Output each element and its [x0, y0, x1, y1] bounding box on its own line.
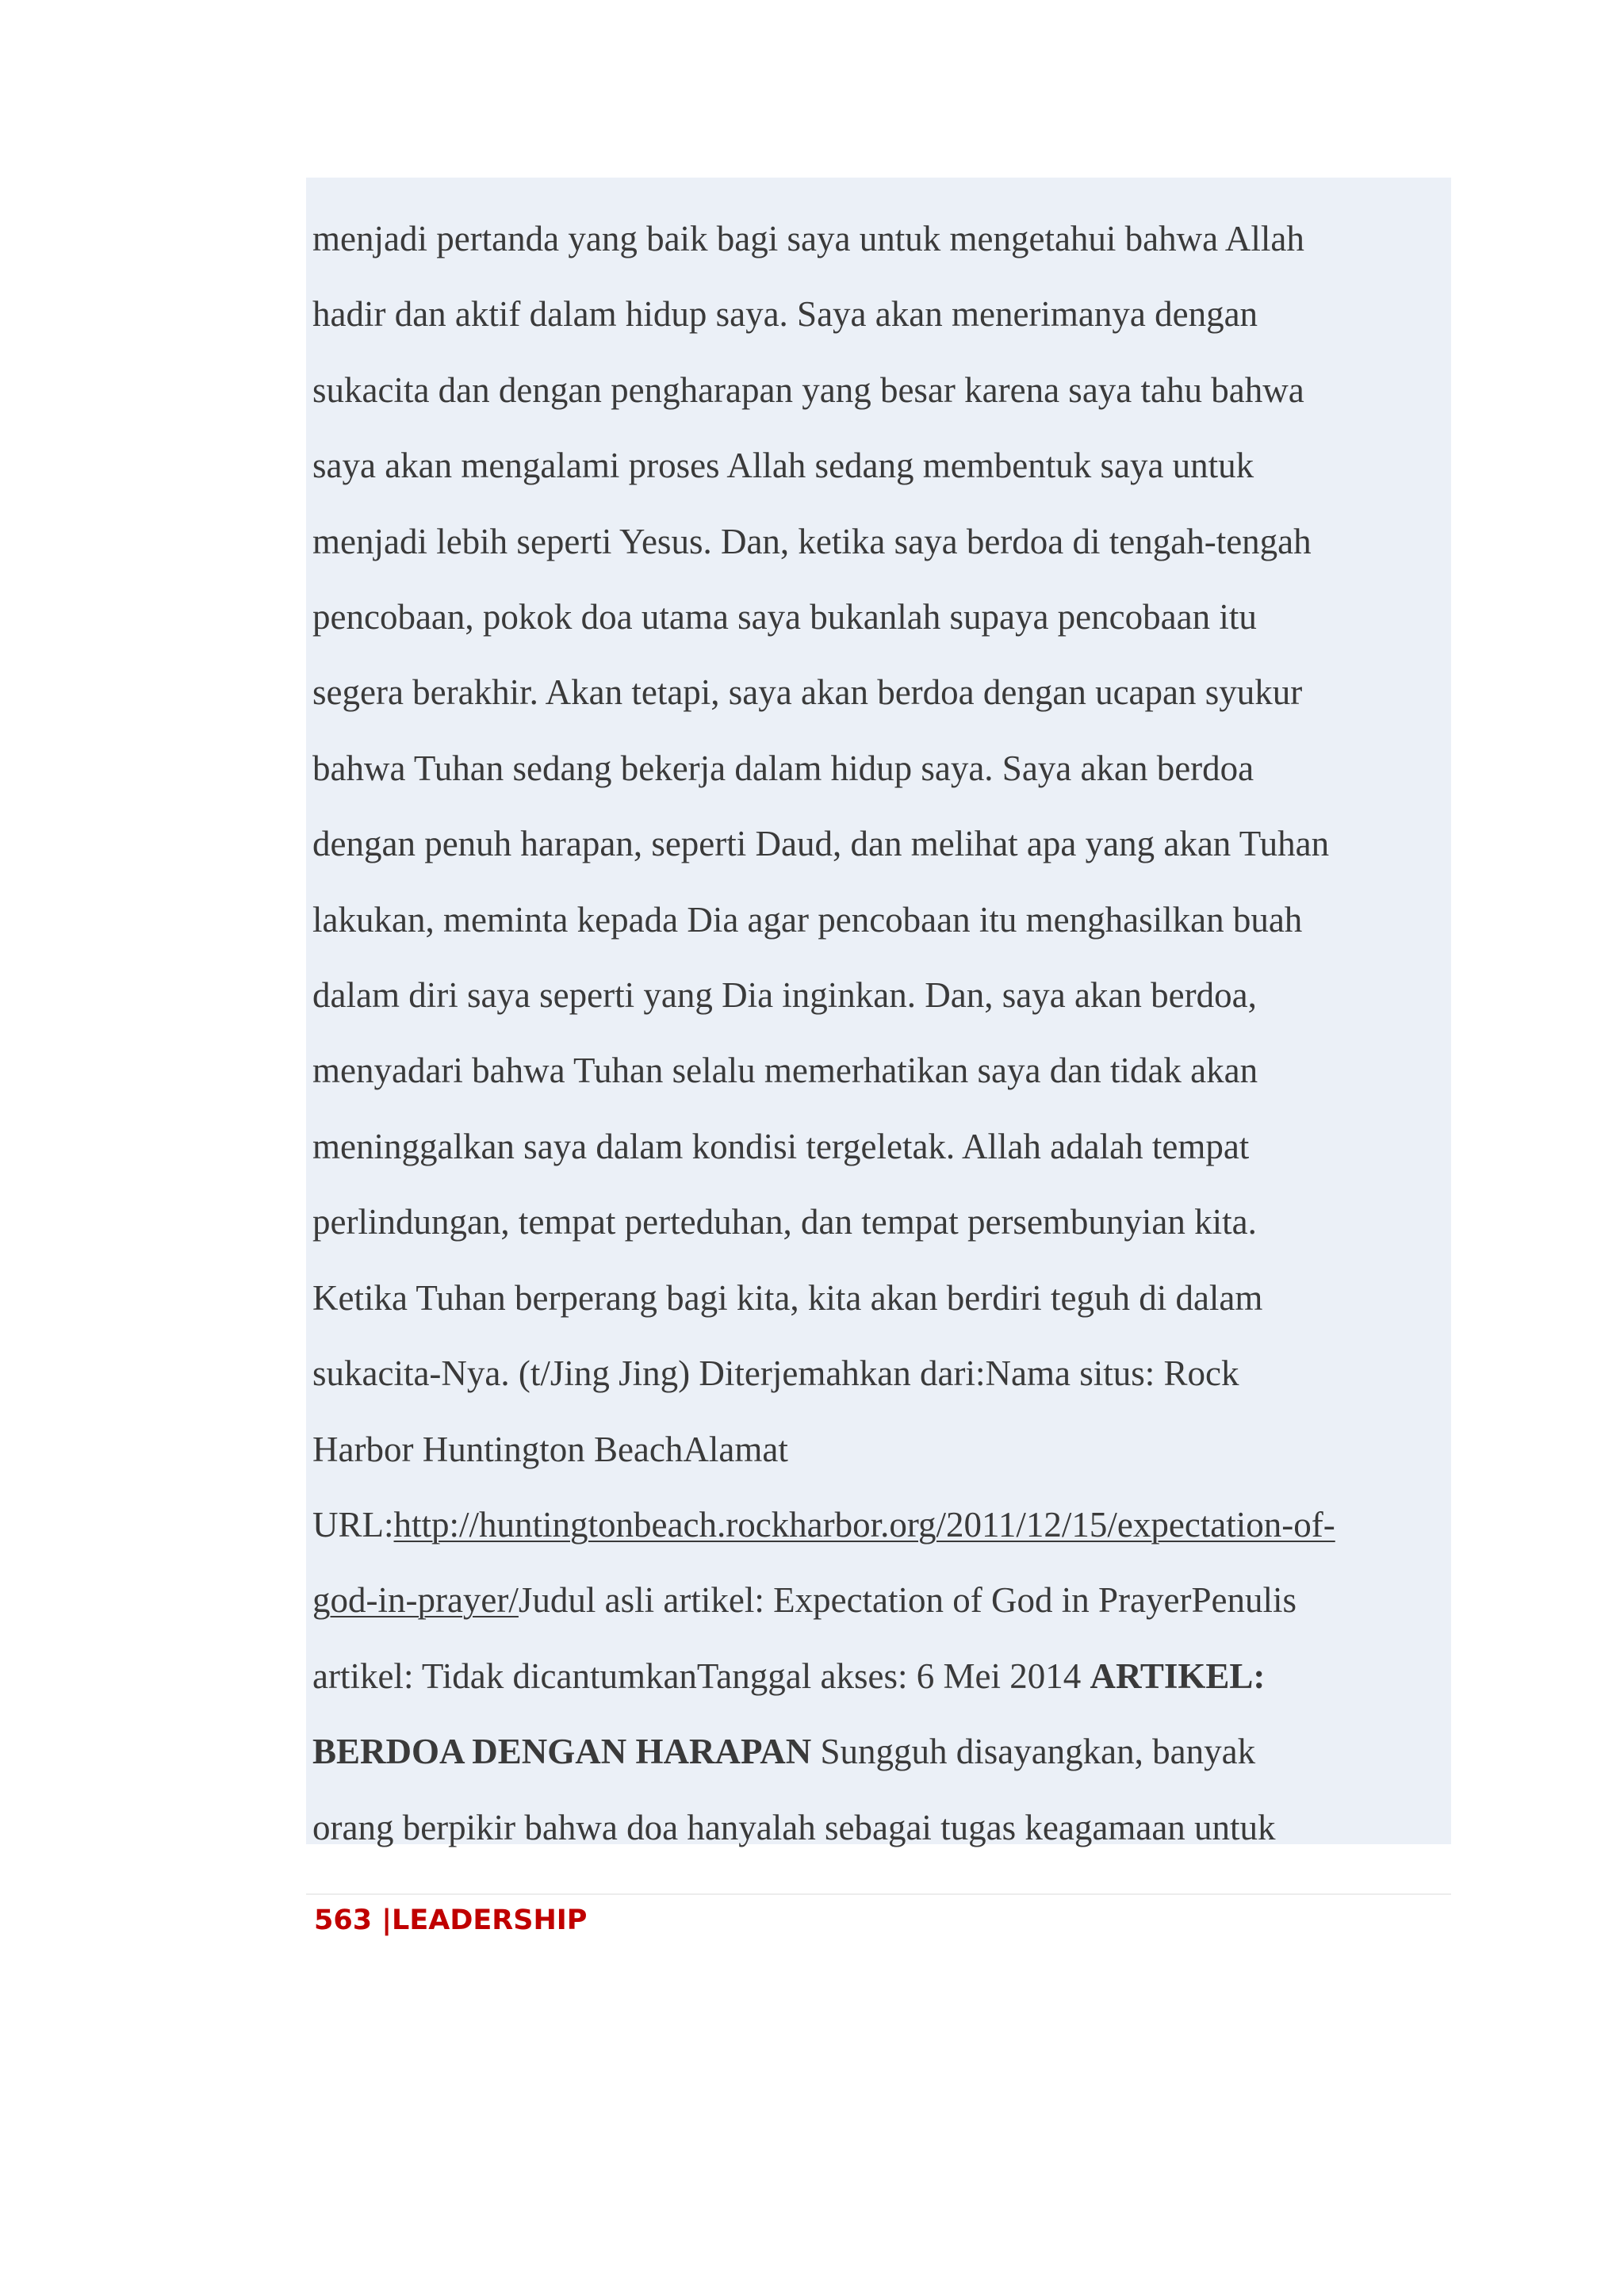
- text-line: [312, 1714, 1450, 1790]
- source-url-link-continued[interactable]: god-in-prayer/: [312, 1580, 519, 1621]
- section-name: LEADERSHIP: [392, 1904, 588, 1936]
- article-intro-text: Sungguh disayangkan, banyak: [811, 1732, 1256, 1772]
- text-line: dalam diri saya seperti yang Dia inginkan. Dan, saya akan berdoa,: [312, 975, 1257, 1016]
- page-number: 563: [314, 1904, 373, 1936]
- text-line: menyadari bahwa Tuhan selalu memerhatikan saya dan tidak akan: [312, 1051, 1258, 1091]
- text-line: menjadi lebih seperti Yesus. Dan, ketika saya berdoa di tengah-tengah: [312, 521, 1312, 561]
- text-line-url: [312, 1487, 1450, 1563]
- text-line: Ketika Tuhan berperang bagi kita, kita akan berdiri teguh di dalam: [312, 1277, 1263, 1318]
- footer-separator: |: [372, 1904, 393, 1936]
- text-line-url-continued: [312, 1563, 1450, 1638]
- source-url-link[interactable]: http://huntingtonbeach.rockharbor.org/2011/12/15/expectation-of-: [393, 1504, 1335, 1545]
- article-heading: BERDOA DENGAN HARAPAN: [312, 1732, 812, 1772]
- text-line: lakukan, meminta kepada Dia agar pencobaan itu menghasilkan buah: [312, 899, 1303, 940]
- footer-divider: [306, 1893, 1451, 1895]
- text-line: perlindungan, tempat perteduhan, dan tempat persembunyian kita.: [312, 1202, 1257, 1242]
- author-access-text: artikel: Tidak dicantumkanTanggal akses: 6 Mei 2014: [312, 1656, 1090, 1696]
- text-line: hadir dan aktif dalam hidup saya. Saya akan menerimanya dengan: [312, 294, 1258, 335]
- text-line: Harbor Huntington BeachAlamat: [312, 1429, 788, 1469]
- page-footer: [314, 1900, 587, 1941]
- text-line: orang berpikir bahwa doa hanyalah sebagai tugas keagamaan untuk: [312, 1807, 1276, 1847]
- article-heading-start: ARTIKEL:: [1090, 1656, 1266, 1696]
- text-line: segera berakhir. Akan tetapi, saya akan berdoa dengan ucapan syukur: [312, 672, 1303, 713]
- article-paragraph: [312, 201, 1450, 1866]
- original-title-text: Judul asli artikel: Expectation of God in PrayerPenulis: [518, 1580, 1297, 1621]
- text-line: dengan penuh harapan, seperti Daud, dan melihat apa yang akan Tuhan: [312, 824, 1330, 864]
- text-line: sukacita-Nya. (t/Jing Jing) Diterjemahkan dari:Nama situs: Rock: [312, 1353, 1239, 1394]
- text-line: pencobaan, pokok doa utama saya bukanlah supaya pencobaan itu: [312, 597, 1257, 637]
- text-line: meninggalkan saya dalam kondisi tergeletak. Allah adalah tempat: [312, 1126, 1250, 1166]
- text-line: [312, 1639, 1450, 1714]
- highlighted-text-block: [306, 178, 1451, 1847]
- url-label: URL:: [312, 1504, 394, 1545]
- text-line: bahwa Tuhan sedang bekerja dalam hidup saya. Saya akan berdoa: [312, 748, 1254, 788]
- text-line: menjadi pertanda yang baik bagi saya untuk mengetahui bahwa Allah: [312, 219, 1304, 258]
- text-line: saya akan mengalami proses Allah sedang membentuk saya untuk: [312, 446, 1254, 486]
- text-line: sukacita dan dengan pengharapan yang besar karena saya tahu bahwa: [312, 369, 1304, 410]
